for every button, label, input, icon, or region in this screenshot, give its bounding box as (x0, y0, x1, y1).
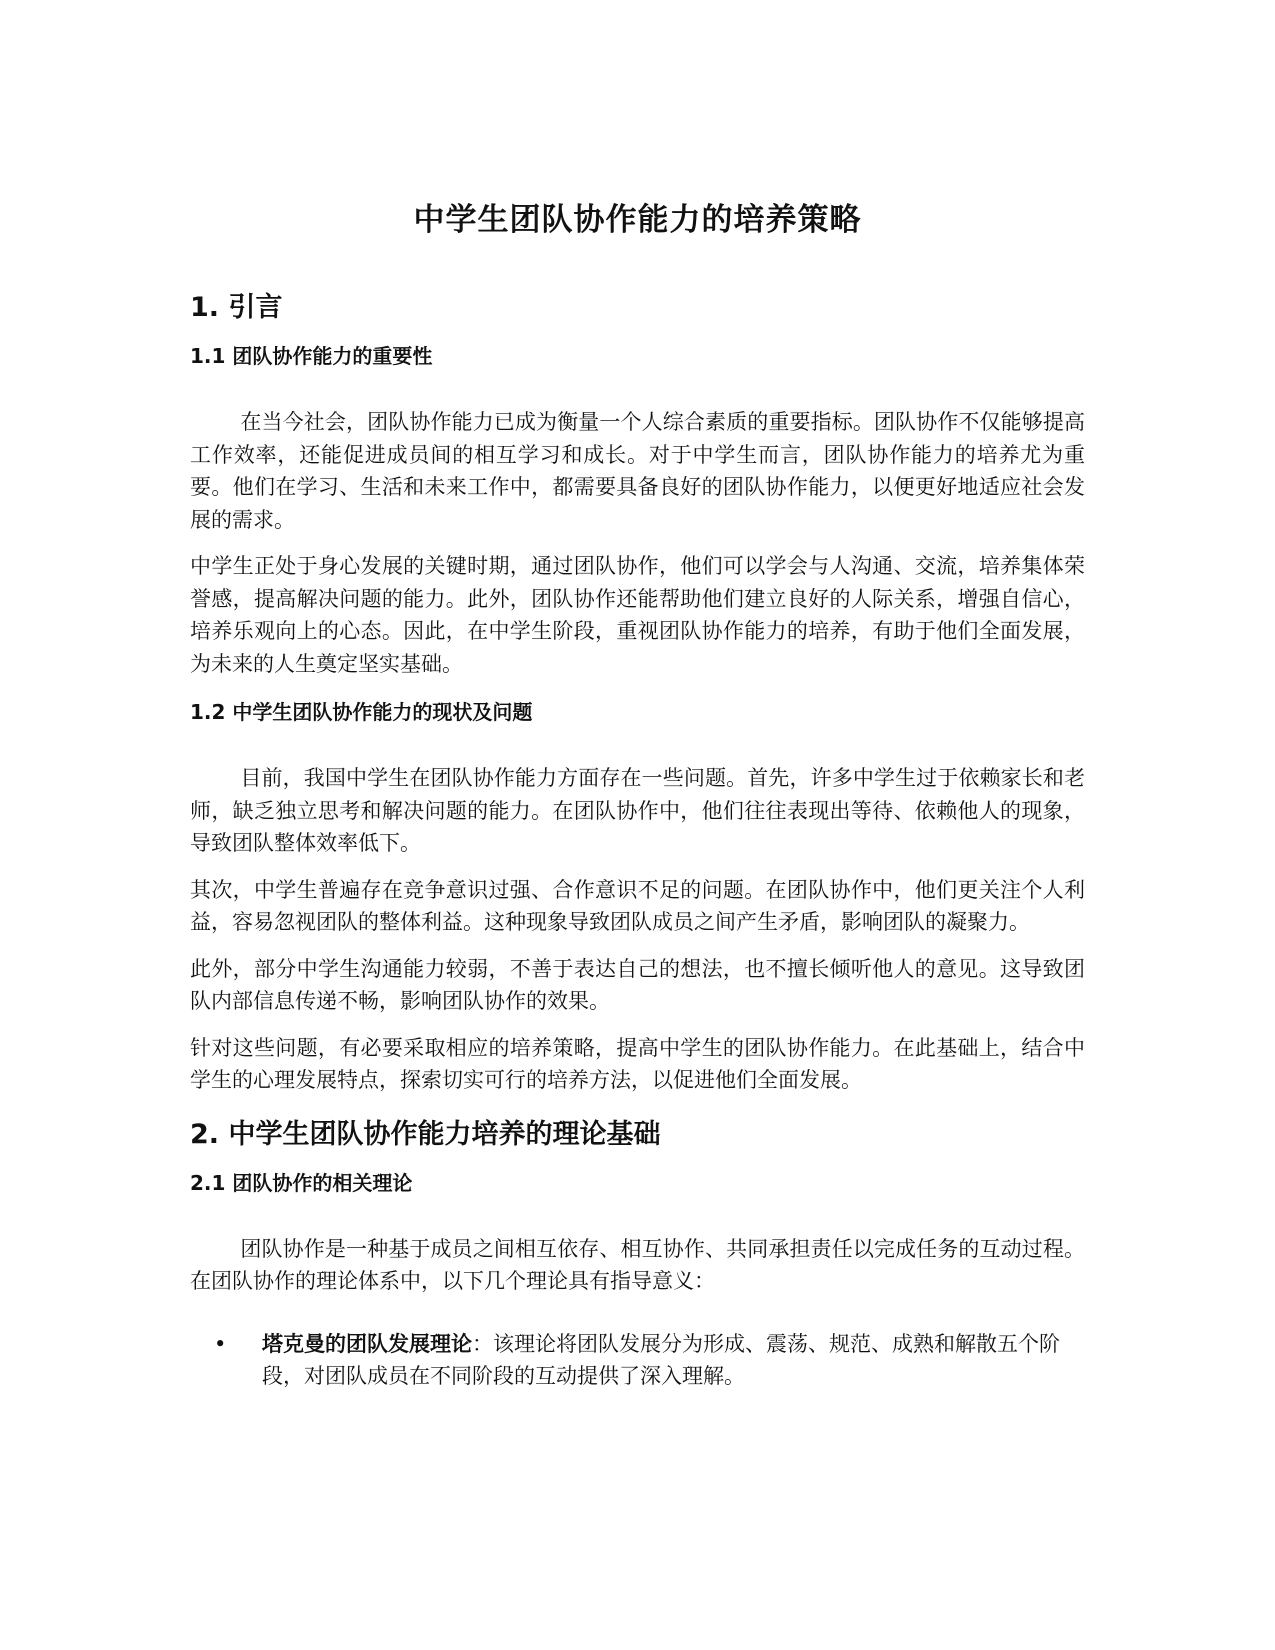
paragraph: 在当今社会，团队协作能力已成为衡量一个人综合素质的重要指标。团队协作不仅能够提高工作效率，还能促进成员间的相互学习和成长。对于中学生而言，团队协作能力的培养尤为重要。他们在学习、生活和未来工作中，都需要具备良好的团队协作能力，以便更好地适应社会发展的需求。 (190, 410, 1085, 532)
section-2-heading: 2. 中学生团队协作能力培养的理论基础 (190, 1118, 661, 1150)
subsection-1-1-heading: 1.1 团队协作能力的重要性 (190, 344, 433, 368)
paragraph: 其次，中学生普遍存在竞争意识过强、合作意识不足的问题。在团队协作中，他们更关注个人利益，容易忽视团队的整体利益。这种现象导致团队成员之间产生矛盾，影响团队的凝聚力。 (190, 877, 1085, 934)
bullet-icon: • (214, 1331, 227, 1356)
paragraph: 中学生正处于身心发展的关键时期，通过团队协作，他们可以学会与人沟通、交流，培养集体荣誉感，提高解决问题的能力。此外，团队协作还能帮助他们建立良好的人际关系，增强自信心，培养乐观向上的心态。因此，在中学生阶段，重视团队协作能力的培养，有助于他们全面发展，为未来的人生奠定坚实基础。 (190, 554, 1085, 676)
subsection-2-1-heading: 2.1 团队协作的相关理论 (190, 1170, 413, 1195)
list-item-text: ：该理论将团队发展分为形成、震荡、规范、成熟和解散五个阶段，对团队成员在不同阶段的互动提供了深入理解。 (262, 1331, 1060, 1388)
paragraph: 此外，部分中学生沟通能力较弱，不善于表达自己的想法，也不擅长倾听他人的意见。这导致团队内部信息传递不畅，影响团队协作的效果。 (190, 956, 1085, 1013)
document-title: 中学生团队协作能力的培养策略 (413, 202, 862, 238)
paragraph: 团队协作是一种基于成员之间相互依存、相互协作、共同承担责任以完成任务的互动过程。在团队协作的理论体系中，以下几个理论具有指导意义： (190, 1236, 1085, 1293)
paragraph: 目前，我国中学生在团队协作能力方面存在一些问题。首先，许多中学生过于依赖家长和老师，缺乏独立思考和解决问题的能力。在团队协作中，他们往往表现出等待、依赖他人的现象，导致团队整体效率低下。 (190, 766, 1085, 855)
paragraph: 针对这些问题，有必要采取相应的培养策略，提高中学生的团队协作能力。在此基础上，结合中学生的心理发展特点，探索切实可行的培养方法，以促进他们全面发展。 (190, 1035, 1085, 1092)
subsection-1-2-heading: 1.2 中学生团队协作能力的现状及问题 (190, 700, 533, 724)
section-1-heading: 1. 引言 (190, 292, 283, 323)
list-item (190, 1328, 1085, 1393)
theory-list (190, 1328, 1085, 1393)
list-item-term: 塔克曼的团队发展理论 (262, 1331, 472, 1356)
